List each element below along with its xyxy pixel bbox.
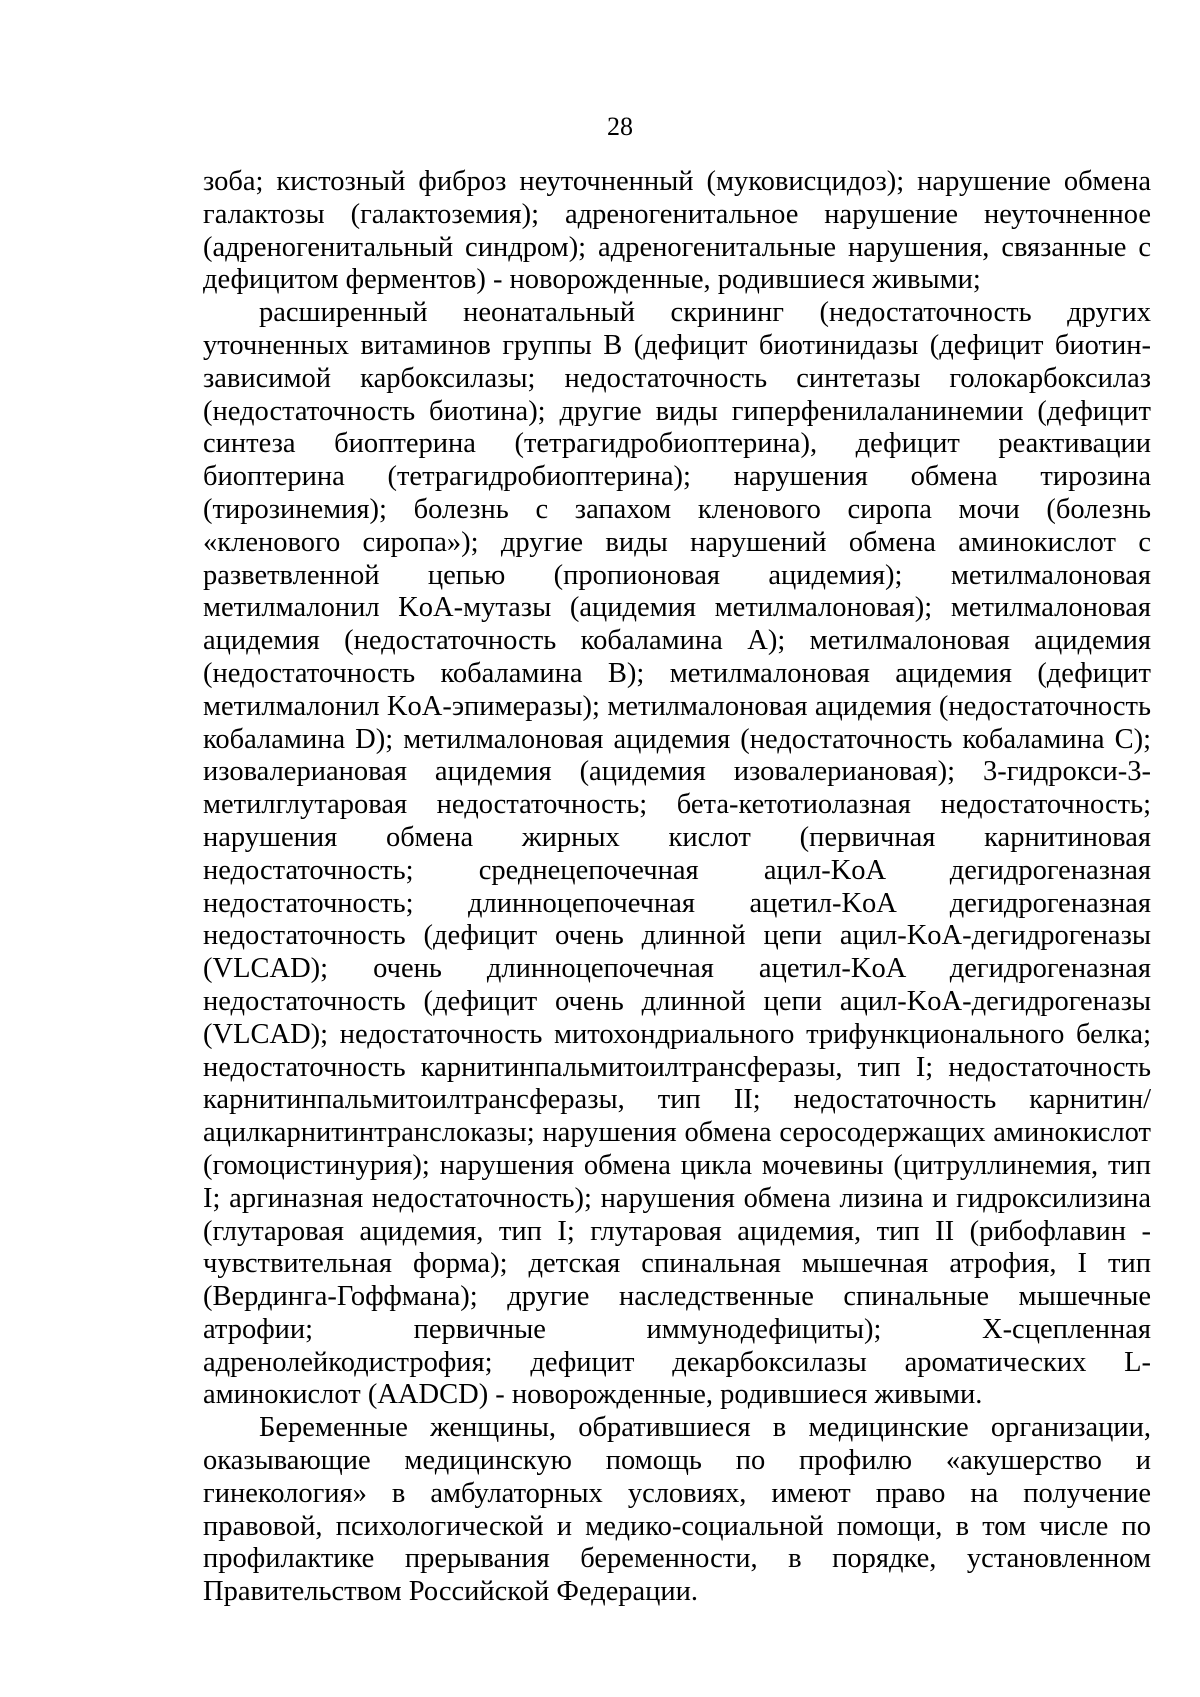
paragraph-extended-screening: расширенный неонатальный скрининг (недостаточность других уточненных витаминов группы B (дефицит биотинидазы (дефицит биотин-зависимой карбоксилазы; недостаточность синтетазы голокарбоксилаз (недостаточность биотина); другие виды гиперфенилаланинемии (дефицит синтеза биоптерина (тетрагидробиоптерина), дефицит реактивации биоптерина (тетрагидробиоптерина); нарушения обмена тирозина (тирозинемия); болезнь с запахом кленового сиропа мочи (болезнь «кленового сиропа»); другие виды нарушений обмена аминокислот с разветвленной цепью (пропионовая ацидемия); метилмалоновая метилмалонил KoA-мутазы (ацидемия метилмалоновая); метилмалоновая ацидемия (недостаточность кобаламина A); метилмалоновая ацидемия (недостаточность кобаламина B); метилмалоновая ацидемия (дефицит метилмалонил KoA-эпимеразы); метилмалоновая ацидемия (недостаточность кобаламина D); метилмалоновая ацидемия (недостаточность кобаламина C); изовалериановая ацидемия (ацидемия изовалериановая); 3-гидрокси-3-метилглутаровая недостаточность; бета-кетотиолазная недостаточность; нарушения обмена жирных кислот (первичная карнитиновая недостаточность; среднецепочечная ацил-KoA дегидрогеназная недостаточность; длинноцепочечная ацетил-KoA дегидрогеназная недостаточность (дефицит очень длинной цепи ацил-KoA-дегидрогеназы (VLCAD); очень длинноцепочечная ацетил-KoA дегидрогеназная недостаточность (дефицит очень длинной цепи ацил-KoA-дегидрогеназы (VLCAD); недостаточность митохондриального трифункционального белка; недостаточность карнитинпальмитоилтрансферазы, тип I; недостаточность карнитинпальмитоилтрансферазы, тип II; недостаточность карнитин/ацилкарнитинтранслоказы; нарушения обмена серосодержащих аминокислот (гомоцистинурия); нарушения обмена цикла мочевины (цитруллинемия, тип I; аргиназная недостаточность); нарушения обмена лизина и гидроксилизина (глутаровая ацидемия, тип I; глутаровая ацидемия, тип II (рибофлавин - чувствительная форма); детская спинальная мышечная атрофия, I тип (Вердинга-Гоффмана); другие наследственные спинальные мышечные атрофии; первичные иммунодефициты); X-сцепленная адренолейкодистрофия; дефицит декарбоксилазы ароматических L-аминокислот (AADCD) - новорожденные, родившиеся живыми. <box>203 297 1151 1411</box>
document-body <box>203 166 1151 1609</box>
paragraph-continuation: зоба; кистозный фиброз неуточненный (муковисцидоз); нарушение обмена галактозы (галактоземия); адреногенитальное нарушение неуточненное (адреногенитальный синдром); адреногенитальные нарушения, связанные с дефицитом ферментов) - новорожденные, родившиеся живыми; <box>203 166 1151 296</box>
paragraph-pregnant-women: Беременные женщины, обратившиеся в медицинские организации, оказывающие медицинскую помощь по профилю «акушерство и гинекология» в амбулаторных условиях, имеют право на получение правовой, психологической и медико-социальной помощи, в том числе по профилактике прерывания беременности, в порядке, установленном Правительством Российской Федерации. <box>203 1412 1151 1608</box>
page-number: 28 <box>607 112 633 141</box>
